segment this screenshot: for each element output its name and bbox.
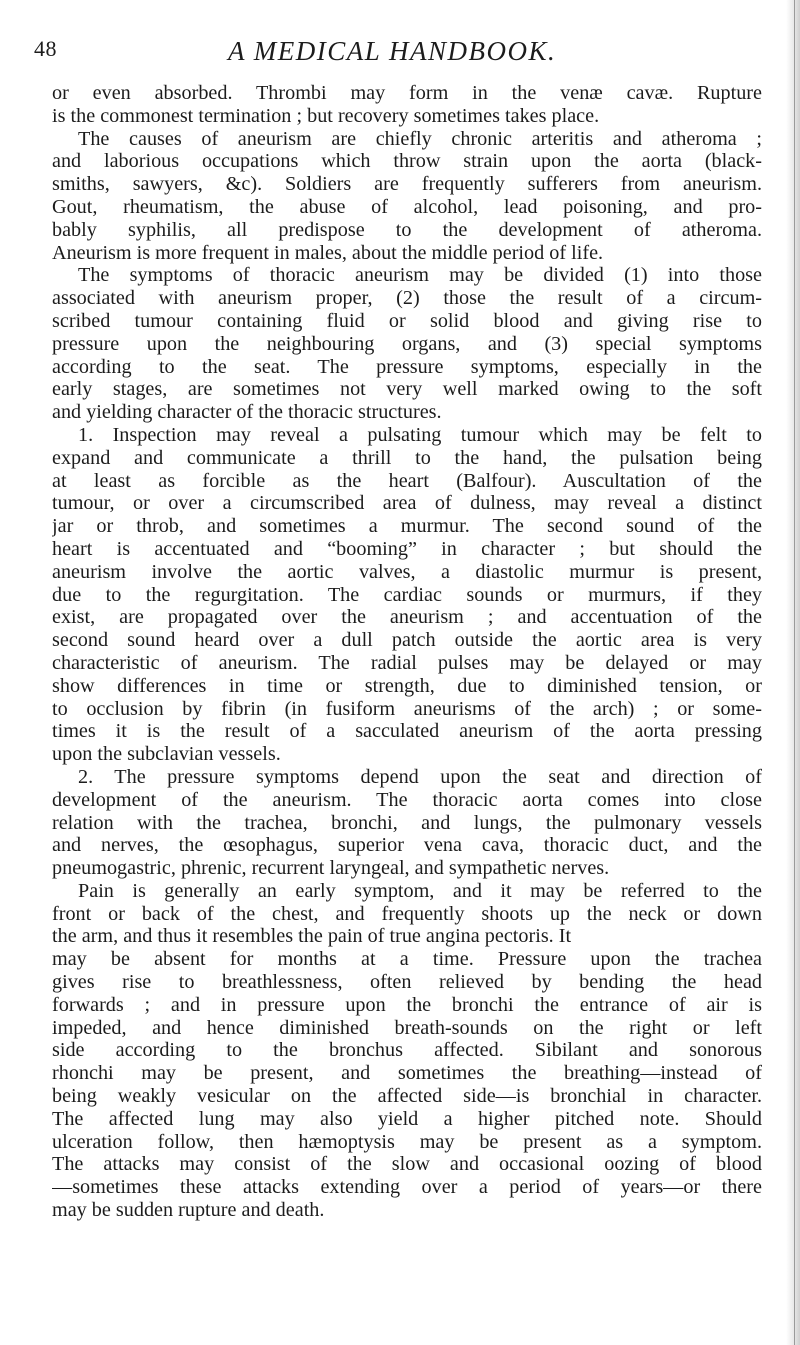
text-line: aneurism involve the aortic valves, a diastolic murmur is present,: [52, 560, 762, 583]
text-line: may be absent for months at a time. Pressure upon the trachea: [52, 948, 762, 971]
text-line: Pain is generally an early symptom, and it may be referred to the: [78, 879, 762, 902]
text-line: relation with the trachea, bronchi, and lungs, the pulmonary vessels: [52, 811, 762, 834]
running-title: A MEDICAL HANDBOOK.: [228, 36, 557, 66]
text-line: due to the regurgitation. The cardiac sounds or murmurs, if they: [52, 583, 762, 606]
text-line: gives rise to breathlessness, often relieved by bending the head: [52, 971, 762, 994]
text-line: The symptoms of thoracic aneurism may be divided (1) into those: [78, 264, 762, 287]
text-line: and yielding character of the thoracic structures.: [52, 401, 442, 424]
text-line: forwards ; and in pressure upon the bronchi the entrance of air is: [52, 993, 762, 1016]
text-line: The causes of aneurism are chiefly chronic arteritis and atheroma ;: [78, 127, 762, 150]
text-line: ulceration follow, then hæmoptysis may be present as a symptom.: [52, 1130, 762, 1153]
page-number: 48: [34, 36, 57, 61]
text-line: bably syphilis, all predispose to the development of atheroma.: [52, 218, 762, 241]
text-line: and nerves, the œsophagus, superior vena cava, thoracic duct, and the: [52, 834, 762, 857]
text-line: impeded, and hence diminished breath-sounds on the right or left: [52, 1016, 762, 1039]
text-line: pneumogastric, phrenic, recurrent laryngeal, and sympathetic nerves.: [52, 857, 610, 880]
text-line: tumour, or over a circumscribed area of dulness, may reveal a distinct: [52, 492, 762, 515]
text-line: and laborious occupations which throw strain upon the aorta (black-: [52, 150, 762, 173]
text-line: pressure upon the neighbouring organs, and (3) special symptoms: [52, 332, 762, 355]
text-line: front or back of the chest, and frequently shoots up the neck or down: [52, 902, 762, 925]
text-line: heart is accentuated and “booming” in character ; but should the: [52, 537, 762, 560]
text-line: is the commonest termination ; but recovery sometimes takes place.: [52, 104, 600, 127]
text-line: early stages, are sometimes not very well marked owing to the soft: [52, 378, 762, 401]
text-line: exist, are propagated over the aneurism ; and accentuation of the: [52, 606, 762, 629]
text-line: upon the subclavian vessels.: [52, 743, 281, 766]
text-line: to occlusion by fibrin (in fusiform aneurisms of the arch) ; or some-: [52, 697, 762, 720]
text-line: 2. The pressure symptoms depend upon the seat and direction of: [78, 765, 762, 788]
text-line: expand and communicate a thrill to the hand, the pulsation being: [52, 446, 762, 469]
text-line: development of the aneurism. The thoracic aorta comes into close: [52, 788, 762, 811]
text-line: side according to the bronchus affected. Sibilant and sonorous: [52, 1039, 762, 1062]
text-line: associated with aneurism proper, (2) those the result of a circum-: [52, 287, 762, 310]
text-line: 1. Inspection may reveal a pulsating tumour which may be felt to: [78, 423, 762, 446]
text-line: smiths, sawyers, &c). Soldiers are frequently sufferers from aneurism.: [52, 173, 762, 196]
page-edge-shadow: [786, 0, 800, 1345]
text-line: The affected lung may also yield a higher pitched note. Should: [52, 1107, 762, 1130]
text-line: or even absorbed. Thrombi may form in the venæ cavæ. Rupture: [52, 82, 762, 104]
text-line: rhonchi may be present, and sometimes the breathing—instead of: [52, 1062, 762, 1085]
text-line: being weakly vesicular on the affected side—is bronchial in character.: [52, 1085, 762, 1108]
text-line: show differences in time or strength, due to diminished tension, or: [52, 674, 762, 697]
text-line: The attacks may consist of the slow and occasional oozing of blood: [52, 1153, 762, 1176]
body-text: [52, 82, 762, 1222]
page-edge-line: [794, 0, 795, 1345]
text-line: the arm, and thus it resembles the pain of true angina pectoris. It: [52, 925, 572, 948]
text-line: Gout, rheumatism, the abuse of alcohol, lead poisoning, and pro-: [52, 195, 762, 218]
text-line: second sound heard over a dull patch outside the aortic area is very: [52, 629, 762, 652]
text-line: —sometimes these attacks extending over a period of years—or there: [52, 1176, 762, 1199]
text-line: characteristic of aneurism. The radial pulses may be delayed or may: [52, 651, 762, 674]
text-line: Aneurism is more frequent in males, about the middle period of life.: [52, 241, 604, 264]
text-line: jar or throb, and sometimes a murmur. The second sound of the: [52, 515, 762, 538]
text-line: times it is the result of a sacculated aneurism of the aorta pressing: [52, 720, 762, 743]
text-line: according to the seat. The pressure symptoms, especially in the: [52, 355, 762, 378]
text-line: scribed tumour containing fluid or solid blood and giving rise to: [52, 309, 762, 332]
text-line: at least as forcible as the heart (Balfour). Auscultation of the: [52, 469, 762, 492]
text-line: may be sudden rupture and death.: [52, 1199, 325, 1222]
